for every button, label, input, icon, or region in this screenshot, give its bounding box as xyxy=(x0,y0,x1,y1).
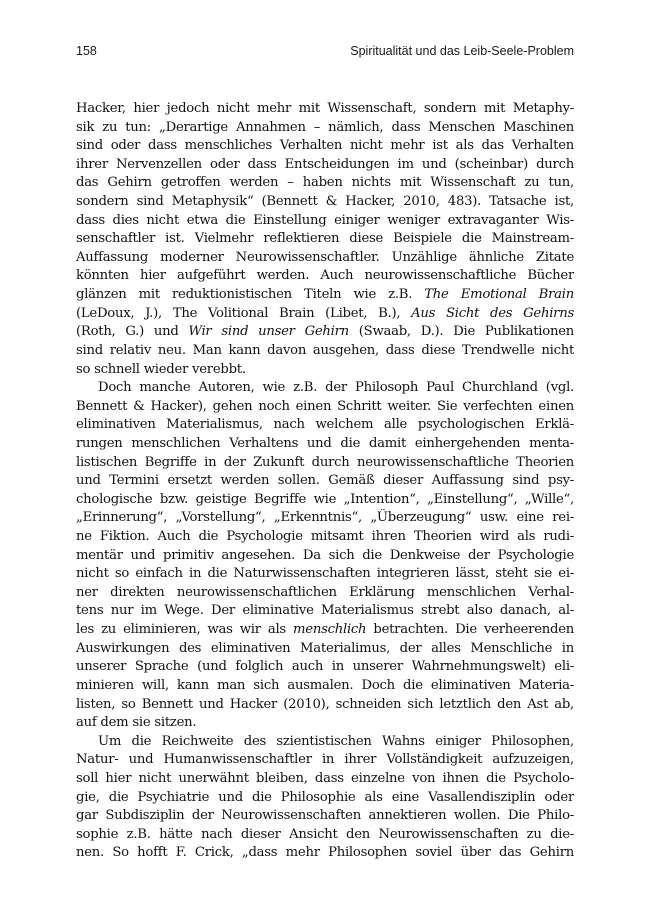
italic-title: The Emotional Brain xyxy=(424,287,574,303)
text-line: senschaftler ist. Vielmehr reflektieren diese Beispiele die Mainstream- xyxy=(76,231,574,247)
paragraph xyxy=(76,379,574,733)
text-line: unserer Sprache (und folglich auch in unserer Wahrnehmungswelt) eli- xyxy=(76,659,574,675)
text-line: sondern sind Metaphysik“ (Bennett & Hacker, 2010, 483). Tatsache ist, xyxy=(76,194,574,210)
text-line: sik zu tun: „Derartige Annahmen – nämlich, dass Menschen Maschinen xyxy=(76,119,574,135)
text-segment: (Roth, G.) und xyxy=(76,324,189,340)
text-segment: betrachten. Die verheerenden xyxy=(366,622,574,638)
text-segment: les zu eliminieren, was wir als xyxy=(76,622,294,638)
text-line: nicht so einfach in die Naturwissenschaften integrieren lässt, steht sie ei- xyxy=(76,566,574,582)
text-line: ne Fiktion. Auch die Psychologie mitsamt ihren Theorien wird als rudi- xyxy=(76,529,574,545)
text-segment: (LeDoux, J.), The Volitional Brain (Libet, B.), xyxy=(76,305,412,321)
text-line xyxy=(76,286,574,305)
paragraph xyxy=(76,100,574,379)
text-line: Auswirkungen des eliminativen Materialimus, der alles Menschliche in xyxy=(76,640,574,656)
text-line: listischen Begriffe in der Zukunft durch neurowissenschaftliche Theorien xyxy=(76,454,574,470)
text-line: rungen menschlichen Verhaltens und die damit einhergehenden menta- xyxy=(76,435,574,451)
text-line: sind relativ neu. Man kann davon ausgehen, dass diese Trendwelle nicht xyxy=(76,342,574,358)
text-line xyxy=(76,305,574,324)
text-line: ihrer Nervenzellen oder dass Entscheidungen im und (scheinbar) durch xyxy=(76,156,574,172)
text-line: gar Subdisziplin der Neurowissenschaften annektieren wollen. Die Philo- xyxy=(76,808,574,824)
text-line: tens nur im Wege. Der eliminative Materialismus strebt also danach, al- xyxy=(76,603,574,619)
text-line: könnten hier aufgeführt werden. Auch neurowissenschaftliche Bücher xyxy=(76,268,574,284)
text-line: mentär und primitiv angesehen. Da sich die Denkweise der Psychologie xyxy=(76,547,574,563)
running-head: Spiritualität und das Leib-Seele-Problem xyxy=(350,44,574,58)
text-line: Doch manche Autoren, wie z.B. der Philosoph Paul Churchland (vgl. xyxy=(98,380,574,396)
text-line: Hacker, hier jedoch nicht mehr mit Wissenschaft, sondern mit Metaphy- xyxy=(76,101,574,116)
italic-title: Aus Sicht des Gehirns xyxy=(411,305,574,321)
text-line: „Erinnerung“, „Vorstellung“, „Erkenntnis“, „Überzeugung“ usw. eine rei- xyxy=(76,510,574,526)
text-line: dass dies nicht etwa die Einstellung einiger weniger extravaganter Wis- xyxy=(76,212,574,228)
text-line: so schnell wieder verebbt. xyxy=(76,361,246,377)
text-line: das Gehirn getroffen werden – haben nichts mit Wissenschaft zu tun, xyxy=(76,175,574,191)
text-line: Natur- und Humanwissenschaftler in ihrer Vollständigkeit aufzuzeigen, xyxy=(76,752,574,768)
text-line: sophie z.B. hätte nach dieser Ansicht den Neurowissenschaften zu die- xyxy=(76,826,574,842)
text-line: gie, die Psychiatrie und die Philosophie als eine Vasallendisziplin oder xyxy=(76,789,574,805)
text-line: listen, so Bennett und Hacker (2010), schneiden sich letztlich den Ast ab, xyxy=(76,696,574,712)
text-line: eliminativen Materialismus, nach welchem alle psychologischen Erklä- xyxy=(76,417,574,433)
text-line: auf dem sie sitzen. xyxy=(76,715,197,731)
text-line: Um die Reichweite des szientistischen Wahns einiger Philosophen, xyxy=(98,733,574,749)
page-number: 158 xyxy=(76,44,97,58)
text-line xyxy=(76,621,574,640)
text-line: und Termini ersetzt werden sollen. Gemäß dieser Auffassung sind psy- xyxy=(76,473,574,489)
text-line xyxy=(76,323,574,342)
text-segment: (Swaab, D.). Die Publikationen xyxy=(348,324,574,340)
text-line: ner direkten neurowissenschaftlichen Erklärung menschlichen Verhal- xyxy=(76,584,574,600)
text-line: Auffassung moderner Neurowissenschaftler. Unzählige ähnliche Zitate xyxy=(76,249,574,265)
body-text xyxy=(76,100,574,863)
italic-title: menschlich xyxy=(293,622,367,638)
text-line: chologische bzw. geistige Begriffe wie „Intention“, „Einstellung“, „Wille“, xyxy=(76,491,574,507)
paragraph xyxy=(76,733,574,863)
text-line: nen. So hofft F. Crick, „dass mehr Philosophen soviel über das Gehirn xyxy=(76,845,574,861)
text-segment: glänzen mit reduktionistischen Titeln wie z.B. xyxy=(76,287,425,303)
italic-title: Wir sind unser Gehirn xyxy=(188,324,349,340)
text-line: sind oder dass menschliches Verhalten nicht mehr ist als das Verhalten xyxy=(76,138,574,154)
page-header xyxy=(76,44,574,64)
text-line: minieren will, kann man sich ausmalen. Doch die eliminativen Materia- xyxy=(76,677,574,693)
text-line: Bennett & Hacker), gehen noch einen Schritt weiter. Sie verfechten einen xyxy=(76,398,574,414)
text-line: soll hier nicht unerwähnt bleiben, dass einzelne von ihnen die Psycholo- xyxy=(76,770,574,786)
